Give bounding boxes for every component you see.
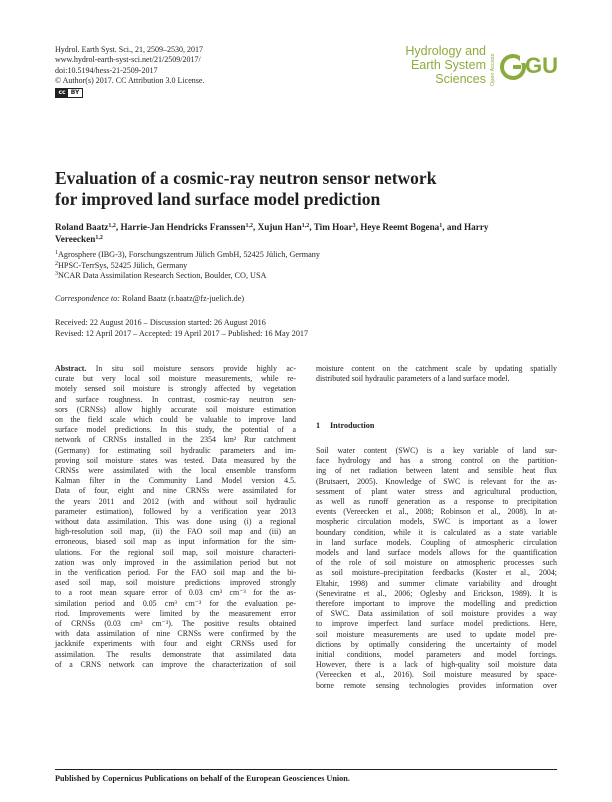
abstract-line: Data of four, eight and nine CRNSs were assimilated for bbox=[55, 486, 296, 496]
author: Heye Reemt Bogena$^1$ bbox=[360, 222, 443, 232]
doi[interactable]: doi:10.5194/hess-21-2509-2017 bbox=[55, 65, 158, 75]
title-line-2: for improved land surface model prediction bbox=[55, 189, 381, 209]
by-label: BY bbox=[70, 89, 80, 97]
copyright: © Author(s) 2017. CC Attribution 3.0 License. bbox=[55, 76, 205, 86]
author-list: Roland Baatz$^{1,2}$, Harrie-Jan Hendricks Franssen$^{1,2}$, Xujun Han$^{1,2}$, Tim Hoar$^3$, Heye Reemt Bogena$^1$, and Harry Vereecken$^{1,2}$ bbox=[55, 222, 489, 244]
introduction-line: as well as runoff generation as a response to precipitation bbox=[316, 497, 557, 507]
abstract-line: to a root mean square error of 0.03 cm³ cm⁻³ for the as- bbox=[55, 588, 296, 598]
abstract-continued-line: distributed soil hydraulic parameters of a land surface model. bbox=[316, 374, 510, 384]
abstract-line: sors (CRNSs) allow highly accurate soil moisture estimation bbox=[55, 404, 296, 414]
abstract-line: without data assimilation. This was done using (i) a regional bbox=[55, 517, 296, 527]
introduction-line: in land surface models. Coupling of atmospheric circulation bbox=[316, 537, 557, 547]
abstract-line: Abstract. In situ soil moisture sensors provide highly ac- bbox=[55, 364, 296, 373]
introduction-line: initial conditions, model parameters and model forcings. bbox=[316, 650, 557, 660]
introduction-line: (Brutsaert, 2005). Knowledge of SWC is relevant for the as- bbox=[316, 476, 557, 486]
journal-name-line-3: Sciences bbox=[435, 72, 486, 86]
introduction-line: therefore important to improve the modelling and prediction bbox=[316, 599, 557, 609]
abstract-line: with data assimilation of nine CRNSs were confirmed by the bbox=[55, 629, 296, 639]
open-access-label: Open Access bbox=[490, 53, 496, 86]
introduction-line: face hydrology and has a strong control on the partition- bbox=[316, 456, 557, 466]
title-line-1: Evaluation of a cosmic-ray neutron sensor network bbox=[55, 168, 437, 188]
abstract-line: zation was only improved in the assimilation period but not bbox=[55, 557, 296, 567]
affiliations bbox=[55, 250, 320, 282]
publisher-footer: Published by Copernicus Publications on behalf of the European Geosciences Union. bbox=[55, 774, 350, 783]
journal-name-line-1: Hydrology and bbox=[405, 44, 486, 58]
author: Xujun Han$^{1,2}$ bbox=[257, 222, 310, 232]
abstract-line: and surface roughness. In contrast, cosmic-ray neutron sen- bbox=[55, 394, 296, 404]
introduction-line: dictions by optimally considering the uncertainty of model bbox=[316, 639, 557, 649]
abstract-continued bbox=[316, 364, 557, 384]
author: Harrie-Jan Hendricks Franssen$^{1,2}$ bbox=[120, 222, 253, 232]
author: Harry Vereecken$^{1,2}$ bbox=[55, 222, 489, 244]
introduction-line: boundary condition, while it is calculated as a state variable bbox=[316, 527, 557, 537]
introduction-line: (Vereecken et al., 2016). Soil moisture measured by space- bbox=[316, 670, 557, 680]
abstract-line: (Germany) for estimating soil hydraulic parameters and im- bbox=[55, 445, 296, 455]
abstract-line: erroneous, biased soil map as input information for the sim- bbox=[55, 537, 296, 547]
abstract-line: surface model predictions. In this study, the potential of a bbox=[55, 425, 296, 435]
introduction-line: to improve imperfect land surface model predictions. Here, bbox=[316, 619, 557, 629]
introduction-line: as soil moisture–precipitation feedbacks (Koster et al., 2004; bbox=[316, 568, 557, 578]
introduction-body bbox=[316, 446, 557, 691]
introduction-line: soil moisture measurements are used to update model pre- bbox=[316, 629, 557, 639]
cc-by-license-icon[interactable] bbox=[55, 88, 83, 98]
journal-name-line-2: Earth System bbox=[410, 58, 486, 72]
abstract bbox=[55, 364, 296, 670]
introduction-line: of SWC. Data assimilation of soil moisture provides a way bbox=[316, 609, 557, 619]
section-title: Introduction bbox=[330, 421, 375, 430]
abstract-line: motely sensed soil moisture is strongly affected by vegetation bbox=[55, 384, 296, 394]
dates-line-1: Received: 22 August 2016 – Discussion started: 26 August 2016 bbox=[55, 318, 266, 327]
citation: Hydrol. Earth Syst. Sci., 21, 2509–2530, 2017 bbox=[55, 45, 203, 54]
affiliation-3: $^3$NCAR Data Assimilation Research Section, Boulder, CO, USA bbox=[55, 271, 267, 280]
abstract-line: network of CRNSs installed in the 2354 km² Rur catchment bbox=[55, 435, 296, 445]
introduction-line: of the role of soil moisture on atmospheric processes such bbox=[316, 558, 557, 568]
abstract-line: assimilation. The results demonstrate that assimilated data bbox=[55, 649, 296, 659]
dates-line-2: Revised: 12 April 2017 – Accepted: 19 April 2017 – Published: 16 May 2017 bbox=[55, 328, 309, 338]
abstract-line: high-resolution soil map, (ii) the FAO soil map and (iii) an bbox=[55, 527, 296, 537]
abstract-line: on the field scale which could be valuable to improve land bbox=[55, 415, 296, 425]
publication-dates bbox=[55, 318, 308, 339]
correspondence-label: Correspondence to: bbox=[55, 294, 120, 303]
abstract-line: parameter estimation), followed by a verification year 2013 bbox=[55, 506, 296, 516]
introduction-line: borne remote sensing technologies provides information over bbox=[316, 680, 557, 690]
abstract-line: riod. Improvements were limited by the measurement error bbox=[55, 608, 296, 618]
paper-title bbox=[55, 168, 535, 210]
introduction-text bbox=[316, 446, 557, 691]
introduction-line: models and land surface models allows for the quantification bbox=[316, 548, 557, 558]
abstract-line: curate but very local soil moisture measurements, while re- bbox=[55, 374, 296, 384]
introduction-line: ing of net radiation between latent and sensible heat flux bbox=[316, 466, 557, 476]
abstract-line: CRNSs were assimilated with the local ensemble transform bbox=[55, 466, 296, 476]
introduction-line: mospheric circulation models, SWC is important as a lower bbox=[316, 517, 557, 527]
section-number: 1 bbox=[316, 421, 321, 430]
abstract-body bbox=[55, 364, 296, 670]
correspondence bbox=[55, 294, 244, 305]
cc-label: cc bbox=[56, 89, 68, 97]
abstract-line: ulations. For the regional soil map, soil moisture characteri- bbox=[55, 547, 296, 557]
introduction-line: However, there is a lack of high-quality soil moisture data bbox=[316, 660, 557, 670]
abstract-line: the years 2011 and 2012 (with and without soil hydraulic bbox=[55, 496, 296, 506]
header-meta bbox=[55, 45, 204, 98]
introduction-line: Soil water content (SWC) is a key variable of land sur- bbox=[316, 446, 557, 455]
abstract-line: in the verification period. For the FAO soil map and the bi- bbox=[55, 568, 296, 578]
introduction-line: sessment of plant water stress and agricultural production, bbox=[316, 486, 557, 496]
introduction-line: (Seneviratne et al., 2006; Oglesby and Erickson, 1989). It is bbox=[316, 588, 557, 598]
abstract-label: Abstract. bbox=[55, 364, 96, 373]
affiliation-1: $^1$Agrosphere (IBG-3), Forschungszentrum Jülich GmbH, 52425 Jülich, Germany bbox=[55, 250, 320, 259]
affiliation-2: $^2$HPSC-TerrSys, 52425 Jülich, Germany bbox=[55, 260, 188, 270]
abstract-line: proving soil moisture states was tested. Data measured by the bbox=[55, 455, 296, 465]
footer-rule bbox=[55, 769, 557, 770]
abstract-line: jackknife experiments with four and eight CRNSs used for bbox=[55, 639, 296, 649]
author: Tim Hoar$^3$ bbox=[313, 222, 356, 232]
abstract-line: Kalman filter in the Community Land Model version 4.5. bbox=[55, 476, 296, 486]
abstract-line: similation period and 0.05 cm³ cm⁻³ for the evaluation pe- bbox=[55, 598, 296, 608]
abstract-line: of a CRNS network can improve the characterization of soil bbox=[55, 659, 296, 669]
section-heading-introduction bbox=[316, 421, 374, 430]
article-url[interactable]: www.hydrol-earth-syst-sci.net/21/2509/2017/ bbox=[55, 55, 201, 65]
abstract-continued-line: moisture content on the catchment scale by updating spatially bbox=[316, 364, 557, 373]
abstract-line: ased soil map, soil moisture predictions improved strongly bbox=[55, 578, 296, 588]
introduction-line: events (Vereecken et al., 2008; Robinson et al., 2008). In at- bbox=[316, 507, 557, 517]
correspondence-text[interactable]: Roland Baatz (r.baatz@fz-juelich.de) bbox=[122, 294, 245, 303]
journal-logo bbox=[384, 44, 486, 86]
egu-letters: GU bbox=[525, 53, 558, 78]
introduction-line: Eltahir, 1998) and summer climate variability and drought bbox=[316, 578, 557, 588]
abstract-line: of CRNSs (0.03 cm³ cm⁻³). The positive results obtained bbox=[55, 619, 296, 629]
author: Roland Baatz$^{1,2}$ bbox=[55, 222, 116, 232]
